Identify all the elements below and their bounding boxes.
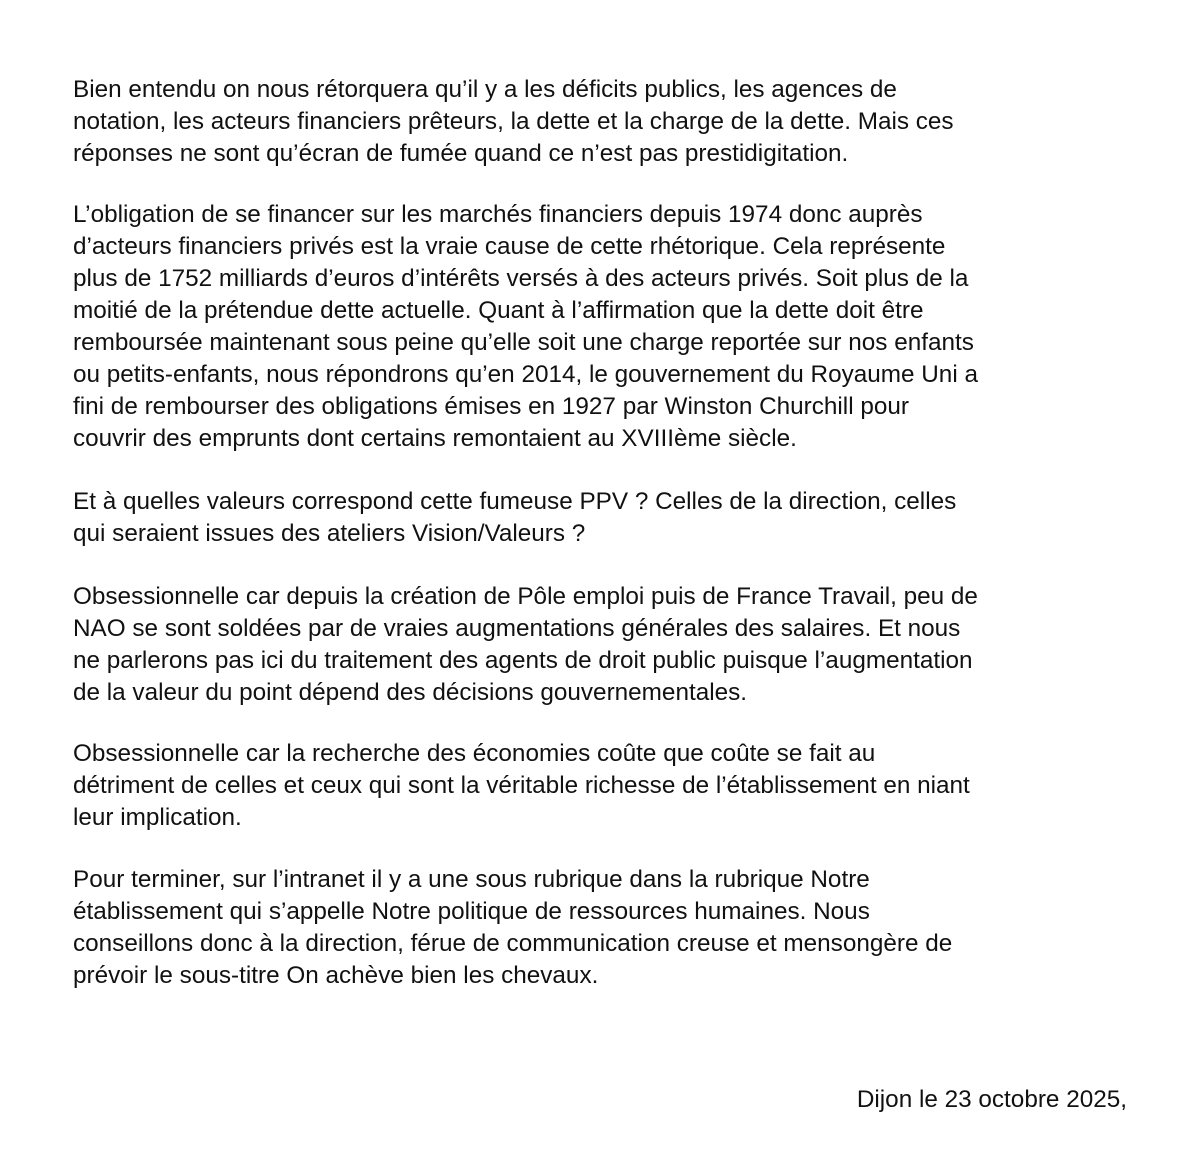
text-line: Pour terminer, sur l’intranet il y a une sous rubrique dans la rubrique Notre	[73, 866, 870, 893]
text-line: fini de rembourser des obligations émises en 1927 par Winston Churchill pour	[73, 393, 909, 420]
text-line: leur implication.	[73, 804, 242, 831]
text-line: Bien entendu on nous rétorquera qu’il y a les déficits publics, les agences de	[73, 76, 897, 103]
text-line: notation, les acteurs financiers prêteurs, la dette et la charge de la dette. Mais ces	[73, 108, 954, 135]
paragraph	[73, 864, 952, 992]
text-line: conseillons donc à la direction, férue de communication creuse et mensongère de	[73, 930, 953, 957]
text-line: couvrir des emprunts dont certains remontaient au XVIIIème siècle.	[73, 425, 797, 452]
date-line: Dijon le 23 octobre 2025,	[856, 1086, 1127, 1113]
text-line: d’acteurs financiers privés est la vraie cause de cette rhétorique. Cela représente	[73, 233, 946, 260]
text-line: Et à quelles valeurs correspond cette fumeuse PPV ? Celles de la direction, celles	[73, 488, 957, 515]
paragraph	[73, 486, 956, 550]
text-line: remboursée maintenant sous peine qu’elle soit une charge reportée sur nos enfants	[73, 329, 974, 356]
text-line: ou petits-enfants, nous répondrons qu’en 2014, le gouvernement du Royaume Uni a	[73, 361, 978, 388]
text-line: prévoir le sous-titre On achève bien les chevaux.	[73, 962, 599, 989]
text-line: moitié de la prétendue dette actuelle. Quant à l’affirmation que la dette doit être	[73, 297, 924, 324]
text-line: plus de 1752 milliards d’euros d’intérêts versés à des acteurs privés. Soit plus de la	[73, 265, 969, 292]
text-line: ne parlerons pas ici du traitement des agents de droit public puisque l’augmentation	[73, 647, 973, 674]
paragraph	[73, 738, 970, 834]
text-line: réponses ne sont qu’écran de fumée quand ce n’est pas prestidigitation.	[73, 140, 849, 167]
text-line: établissement qui s’appelle Notre politique de ressources humaines. Nous	[73, 898, 870, 925]
text-line: qui seraient issues des ateliers Vision/Valeurs ?	[73, 520, 586, 547]
text-line: Obsessionnelle car la recherche des économies coûte que coûte se fait au	[73, 740, 876, 767]
paragraph	[73, 74, 954, 170]
paragraph	[73, 581, 978, 709]
text-line: NAO se sont soldées par de vraies augmentations générales des salaires. Et nous	[73, 615, 961, 642]
text-line: L’obligation de se financer sur les marchés financiers depuis 1974 donc auprès	[73, 201, 923, 228]
text-line: détriment de celles et ceux qui sont la véritable richesse de l’établissement en niant	[73, 772, 970, 799]
paragraph	[73, 199, 978, 455]
text-line: de la valeur du point dépend des décisions gouvernementales.	[73, 679, 748, 706]
text-line: Obsessionnelle car depuis la création de Pôle emploi puis de France Travail, peu de	[73, 583, 978, 610]
